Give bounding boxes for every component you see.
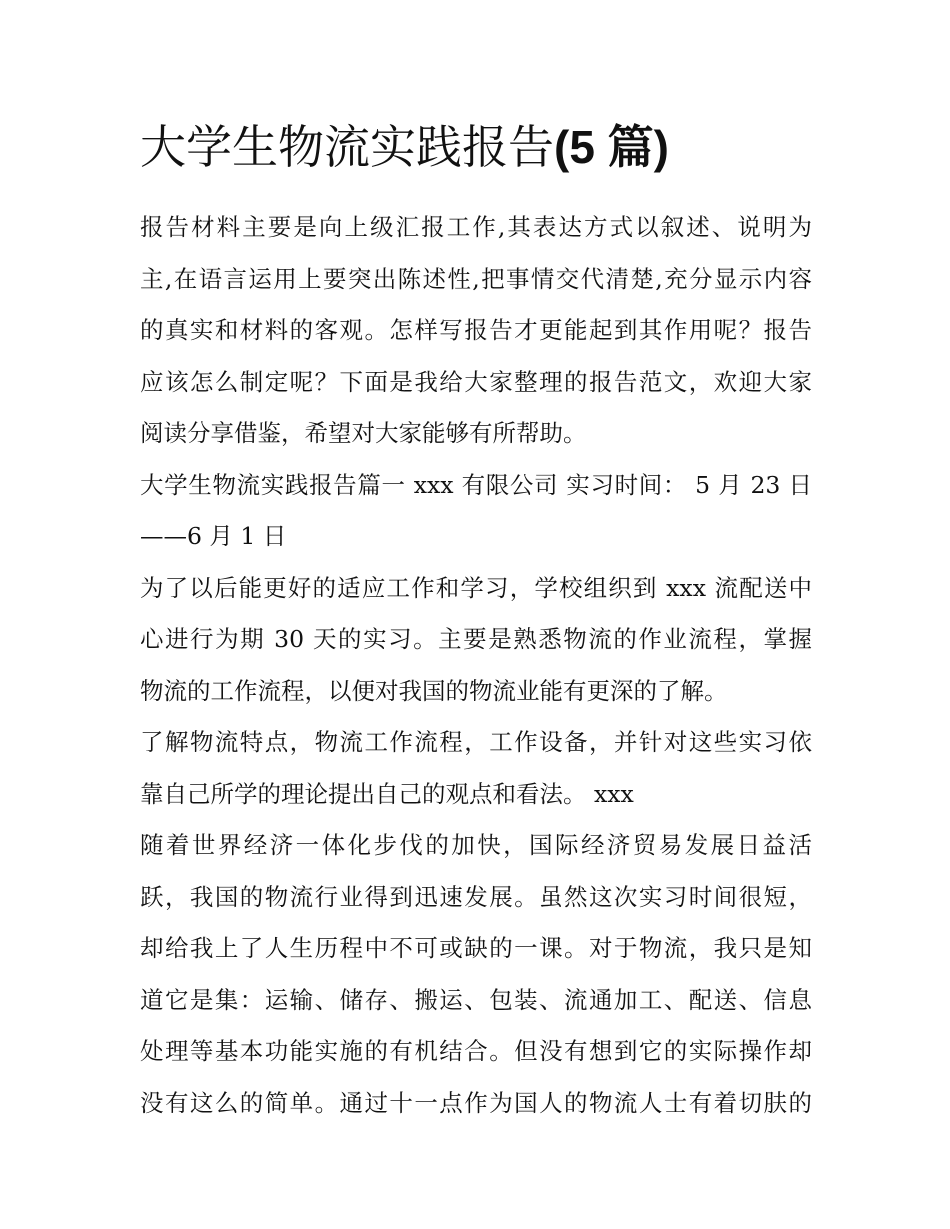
paragraph-line: 没有这么的简单。通过十一点作为国人的物流人士有着切肤的 bbox=[140, 1088, 812, 1117]
paragraph-line: 了解物流特点，物流工作流程，工作设备，并针对这些实习依 bbox=[140, 728, 812, 756]
title-text: 大学生物流实践报告 bbox=[140, 120, 554, 174]
document-body bbox=[140, 202, 812, 1129]
body-paragraph bbox=[140, 820, 812, 1129]
paragraph-line: 大学生物流实践报告篇一 xxx 有限公司 实习时间： 5 月 23 日 bbox=[140, 470, 812, 499]
paragraph-line: 靠自己所学的理论提出自己的观点和看法。 xxx bbox=[140, 779, 634, 808]
report-heading-paragraph bbox=[140, 460, 812, 563]
paragraph-line: 随着世界经济一体化步伐的加快，国际经济贸易发展日益活 bbox=[140, 831, 812, 859]
paragraph-line: 心进行为期 30 天的实习。主要是熟悉物流的作业流程，掌握 bbox=[140, 625, 812, 653]
paragraph-line: 的真实和材料的客观。怎样写报告才更能起到其作用呢？报告 bbox=[140, 316, 812, 344]
purpose-paragraph bbox=[140, 563, 812, 718]
title-suffix: (5 篇) bbox=[554, 121, 669, 173]
paragraph-line: 却给我上了人生历程中不可或缺的一课。对于物流，我只是知 bbox=[140, 934, 812, 962]
paragraph-line: 物流的工作流程，以便对我国的物流业能有更深的了解。 bbox=[140, 676, 728, 705]
paragraph-line: 为了以后能更好的适应工作和学习，学校组织到 xxx 流配送中 bbox=[140, 573, 812, 602]
paragraph-line: 阅读分享借鉴，希望对大家能够有所帮助。 bbox=[140, 419, 587, 447]
paragraph-line: 跃，我国的物流行业得到迅速发展。虽然这次实习时间很短， bbox=[140, 882, 812, 911]
paragraph-line: 主,在语言运用上要突出陈述性,把事情交代清楚,充分显示内容 bbox=[140, 264, 812, 293]
paragraph-line: 应该怎么制定呢？下面是我给大家整理的报告范文，欢迎大家 bbox=[140, 367, 812, 396]
paragraph-line: 处理等基本功能实施的有机结合。但没有想到它的实际操作却 bbox=[140, 1037, 812, 1065]
paragraph-line: 道它是集：运输、储存、搬运、包装、流通加工、配送、信息 bbox=[140, 985, 812, 1014]
paragraph-line: ——6 月 1 日 bbox=[140, 522, 287, 550]
content-paragraph bbox=[140, 717, 812, 820]
paragraph-line: 报告材料主要是向上级汇报工作,其表达方式以叙述、说明为 bbox=[140, 213, 812, 241]
document-title bbox=[140, 112, 840, 182]
intro-paragraph bbox=[140, 202, 812, 460]
